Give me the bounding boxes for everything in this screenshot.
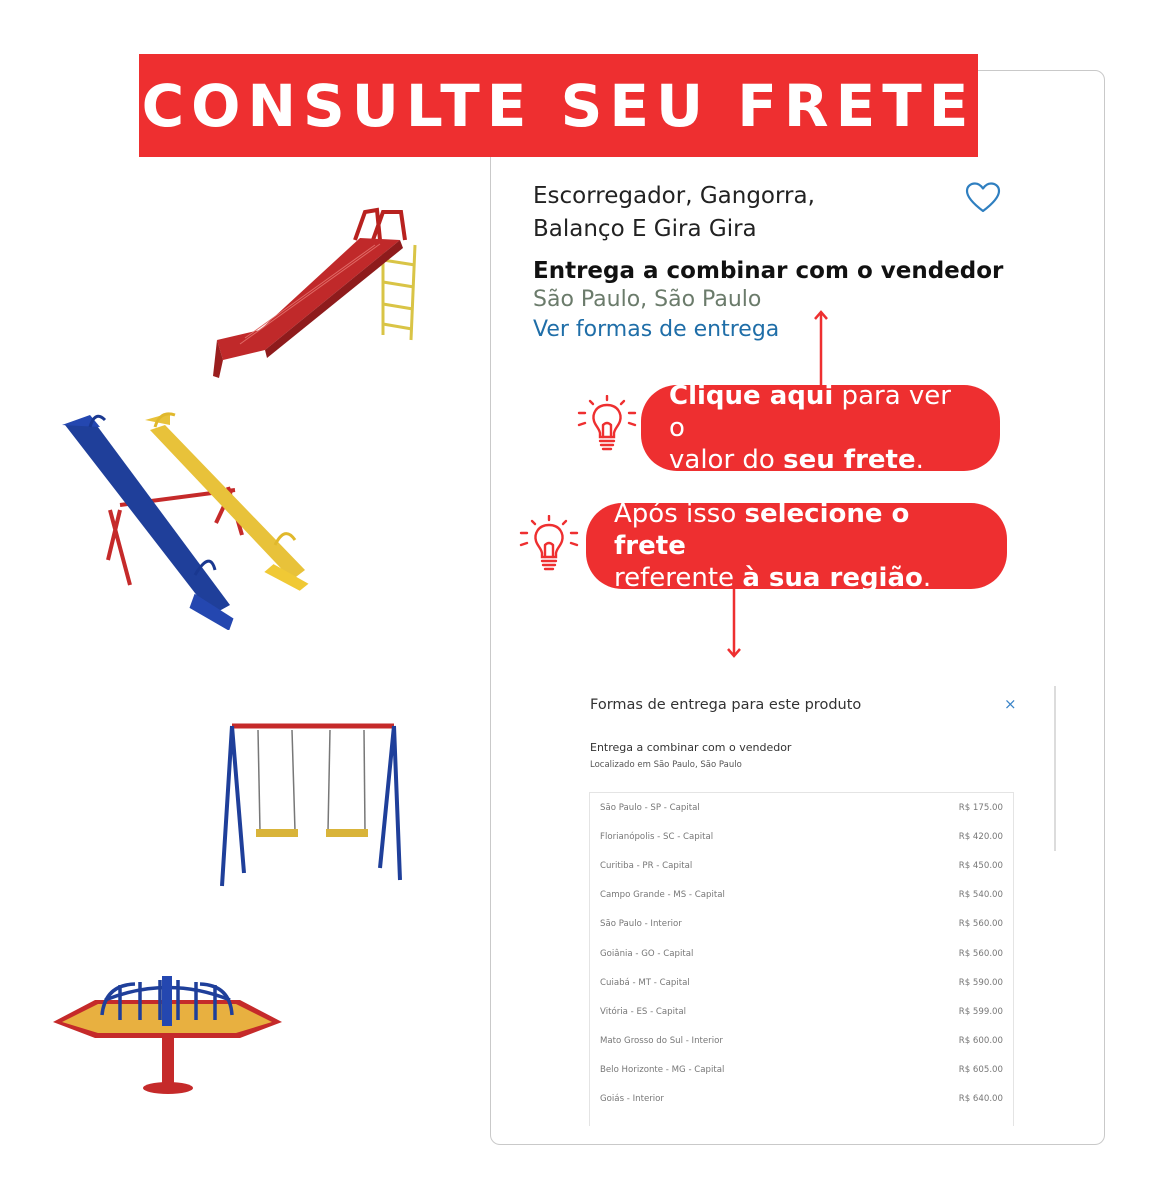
shipping-price: R$ 590.00 [958,977,1003,988]
shipping-price: R$ 175.00 [958,802,1003,813]
tip2-bold2: à sua região [742,563,923,593]
shipping-row[interactable] [590,1056,1013,1085]
slide-image [205,200,430,390]
shipping-price: R$ 560.00 [958,919,1003,930]
shipping-row[interactable] [590,793,1013,822]
shipping-region: Curitiba - PR - Capital [600,860,693,871]
shipping-price: R$ 560.00 [958,948,1003,959]
tip2-line1 [614,498,979,562]
tip2-text3: . [922,563,932,593]
shipping-region: São Paulo - SP - Capital [600,802,700,813]
shipping-row[interactable] [590,822,1013,851]
heart-icon[interactable] [965,182,1001,218]
shipping-region: Goiânia - GO - Capital [600,948,694,959]
shipping-row[interactable] [590,968,1013,997]
tip1-text2: valor do [669,445,784,475]
tip2-line2 [614,562,979,594]
modal-title: Formas de entrega para este produto [590,697,862,713]
product-title-line1: Escorregador, Gangorra, [533,183,815,209]
shipping-price: R$ 420.00 [958,831,1003,842]
shipping-price: R$ 599.00 [958,1006,1003,1017]
shipping-row[interactable] [590,1027,1013,1056]
merry-go-round-image [50,970,285,1098]
lightbulb-icon [576,395,638,459]
shipping-price: R$ 640.00 [958,1094,1003,1105]
arrow-up-icon [813,309,829,387]
shipping-price: R$ 540.00 [958,890,1003,901]
tip2-bold1: selecione o frete [614,499,910,561]
modal-seller-location: Localizado em São Paulo, São Paulo [590,760,742,770]
seesaw-image [60,405,320,630]
lightbulb-icon [518,515,580,579]
shipping-region: Cuiabá - MT - Capital [600,977,690,988]
tip2-text1: Após isso [614,499,745,529]
shipping-row[interactable] [590,851,1013,880]
delivery-title: Entrega a combinar com o vendedor [533,258,1004,284]
shipping-region: São Paulo - Interior [600,919,682,930]
modal-seller-title: Entrega a combinar com o vendedor [590,741,792,754]
tip2-text2: referente [614,563,743,593]
swing-image [218,718,403,890]
shipping-row[interactable] [590,881,1013,910]
shipping-row[interactable] [590,939,1013,968]
arrow-down-icon [726,589,742,659]
shipping-price: R$ 605.00 [958,1065,1003,1076]
tip-bubble-1 [641,381,1000,475]
shipping-region: Vitória - ES - Capital [600,1006,687,1017]
delivery-location: São Paulo, São Paulo [533,287,762,312]
shipping-region: Campo Grande - MS - Capital [600,890,725,901]
modal-scrollbar[interactable] [1054,686,1056,851]
shipping-row[interactable] [590,910,1013,939]
tip1-bold2: seu frete [783,445,916,475]
shipping-list [589,792,1014,1126]
shipping-region: Florianópolis - SC - Capital [600,831,714,842]
tip1-bold1: Clique aqui [669,381,834,411]
shipping-row[interactable] [590,997,1013,1026]
tip1-line1 [669,380,972,444]
tip-bubble-2 [586,499,1007,593]
shipping-region: Goiás - Interior [600,1094,664,1105]
shipping-region: Mato Grosso do Sul - Interior [600,1036,723,1047]
shipping-row[interactable] [590,1085,1013,1114]
tip1-text1: para ver o [669,381,951,443]
shipping-price: R$ 450.00 [958,860,1003,871]
tip1-text3: . [915,445,924,475]
shipping-region: Belo Horizonte - MG - Capital [600,1065,725,1076]
shipping-price: R$ 600.00 [958,1036,1003,1047]
banner-title: CONSULTE SEU FRETE [139,54,978,157]
tip1-line2 [669,444,972,476]
close-icon[interactable]: × [1004,695,1017,713]
shipping-modal [572,686,1056,1126]
delivery-options-link[interactable]: Ver formas de entrega [533,317,780,342]
product-title-line2: Balanço E Gira Gira [533,216,757,242]
product-title [533,180,893,246]
